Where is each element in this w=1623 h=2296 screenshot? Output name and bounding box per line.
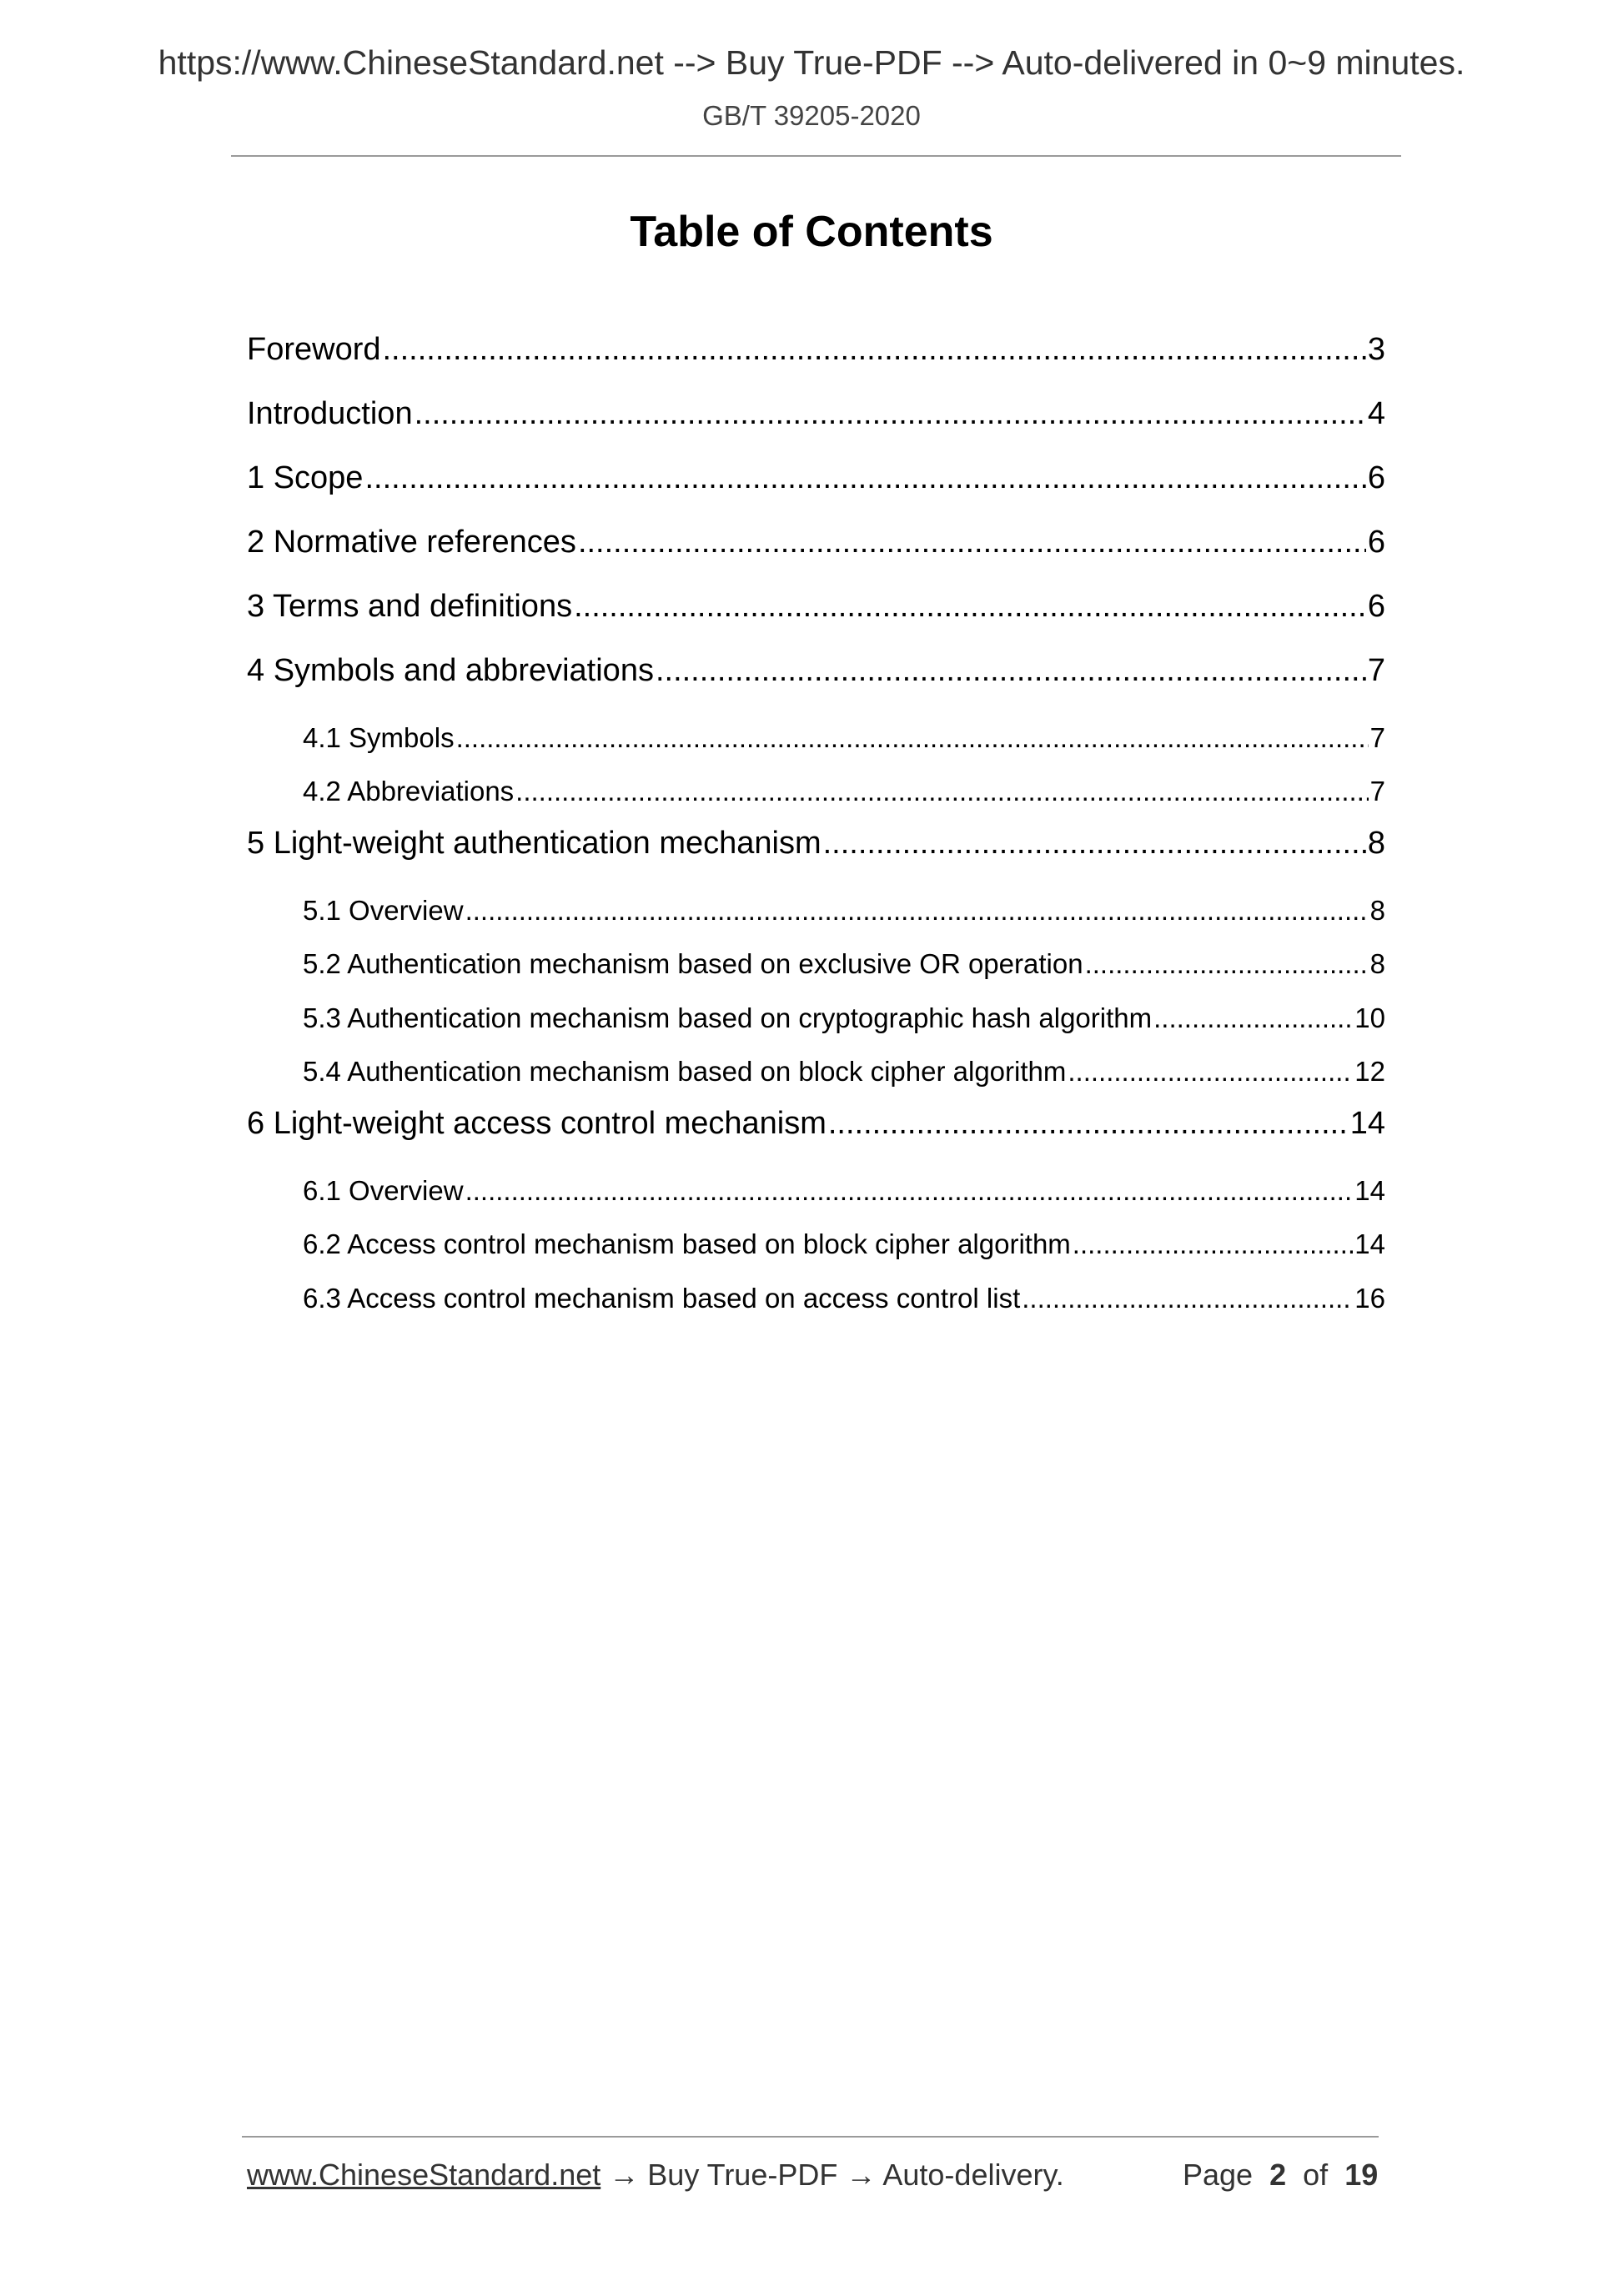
footer-delivery-text: Auto-delivery. [882,2158,1064,2192]
dot-leader [823,826,1366,862]
footer-promo [247,2158,1064,2193]
toc-entry[interactable] [247,460,1385,496]
toc-entry-title: Foreword [247,332,381,367]
toc-entry-title: 1 Scope [247,460,364,495]
toc-entry-title: 4.2 Abbreviations [303,776,515,806]
toc-subentry[interactable] [303,948,1385,980]
page-total: 19 [1344,2158,1379,2192]
toc-entry-page: 10 [1354,1002,1385,1033]
top-banner: https://www.ChineseStandard.net --> Buy True-PDF --> Auto-delivered in 0~9 minutes. [158,43,1465,82]
dot-leader [828,1106,1349,1142]
footer-site-link[interactable]: www.ChineseStandard.net [247,2158,601,2192]
of-label: of [1303,2158,1329,2192]
toc-entry-title: 3 Terms and definitions [247,589,573,624]
toc-entry-title: 5 Light-weight authentication mechanism [247,826,822,861]
toc-entry-page: 8 [1369,948,1385,979]
arrow-right-icon: → [846,2158,877,2192]
dot-leader [574,589,1366,625]
dot-leader [656,653,1366,689]
page-number: 2 [1269,2158,1287,2192]
toc-title: Table of Contents [630,208,993,256]
toc-entry-page: 6 [1367,460,1385,495]
dot-leader [1022,1283,1353,1314]
toc-entry[interactable] [247,826,1385,862]
toc-entry-page: 8 [1369,895,1385,926]
toc-entry-title: 4.1 Symbols [303,722,455,753]
toc-entry-title: 5.4 Authentication mechanism based on block cipher algorithm [303,1056,1067,1087]
toc-entry-page: 14 [1354,1175,1385,1206]
toc-entry-title: 5.1 Overview [303,895,464,926]
toc-entry[interactable] [247,589,1385,625]
toc-entry-title: 5.3 Authentication mechanism based on cryptographic hash algorithm [303,1002,1153,1033]
toc-entry-title: 6 Light-weight access control mechanism [247,1106,827,1141]
toc-entry-page: 16 [1354,1283,1385,1314]
dot-leader [383,332,1366,368]
dot-leader [1073,1228,1353,1260]
toc-entry-title: 2 Normative references [247,525,576,560]
standard-code: GB/T 39205-2020 [702,100,921,131]
toc-entry-title: 6.1 Overview [303,1175,464,1206]
toc-entry-page: 4 [1367,396,1385,431]
toc-list [247,0,1385,2296]
footer-divider [242,2136,1379,2138]
toc-subentry[interactable] [303,1228,1385,1260]
toc-subentry[interactable] [303,1002,1385,1034]
toc-entry-title: Introduction [247,396,413,431]
toc-subentry[interactable] [303,1175,1385,1207]
arrow-right-icon: → [609,2158,640,2192]
toc-entry-page: 8 [1367,826,1385,861]
dot-leader [515,776,1368,807]
toc-entry[interactable] [247,396,1385,432]
toc-entry-page: 3 [1367,332,1385,367]
toc-entry[interactable] [247,525,1385,560]
toc-subentry[interactable] [303,895,1385,927]
toc-subentry[interactable] [303,776,1385,807]
toc-entry-page: 14 [1349,1106,1385,1141]
dot-leader [1153,1002,1353,1034]
toc-entry[interactable] [247,332,1385,368]
toc-entry-title: 4 Symbols and abbreviations [247,653,654,688]
toc-entry-title: 6.3 Access control mechanism based on access control list [303,1283,1021,1314]
toc-entry-page: 7 [1369,722,1385,753]
toc-entry-page: 14 [1354,1228,1385,1259]
dot-leader [465,1175,1354,1207]
dot-leader [1068,1056,1353,1088]
dot-leader [578,525,1366,560]
toc-entry-page: 6 [1367,525,1385,560]
page-indicator [1183,2158,1378,2193]
dot-leader [465,895,1369,927]
dot-leader [415,396,1366,432]
dot-leader [456,722,1369,754]
toc-entry-page: 7 [1369,776,1385,806]
toc-entry[interactable] [247,653,1385,689]
toc-entry-page: 6 [1367,589,1385,624]
page-label: Page [1183,2158,1254,2192]
toc-entry-page: 7 [1367,653,1385,688]
toc-entry-page: 12 [1354,1056,1385,1087]
toc-entry-title: 5.2 Authentication mechanism based on exclusive OR operation [303,948,1083,979]
toc-subentry[interactable] [303,1056,1385,1088]
dot-leader [1085,948,1369,980]
footer-buy-text: Buy True-PDF [647,2158,838,2192]
toc-entry[interactable] [247,1106,1385,1142]
toc-subentry[interactable] [303,1283,1385,1314]
dot-leader [364,460,1365,496]
toc-subentry[interactable] [303,722,1385,754]
toc-entry-title: 6.2 Access control mechanism based on block cipher algorithm [303,1228,1071,1259]
